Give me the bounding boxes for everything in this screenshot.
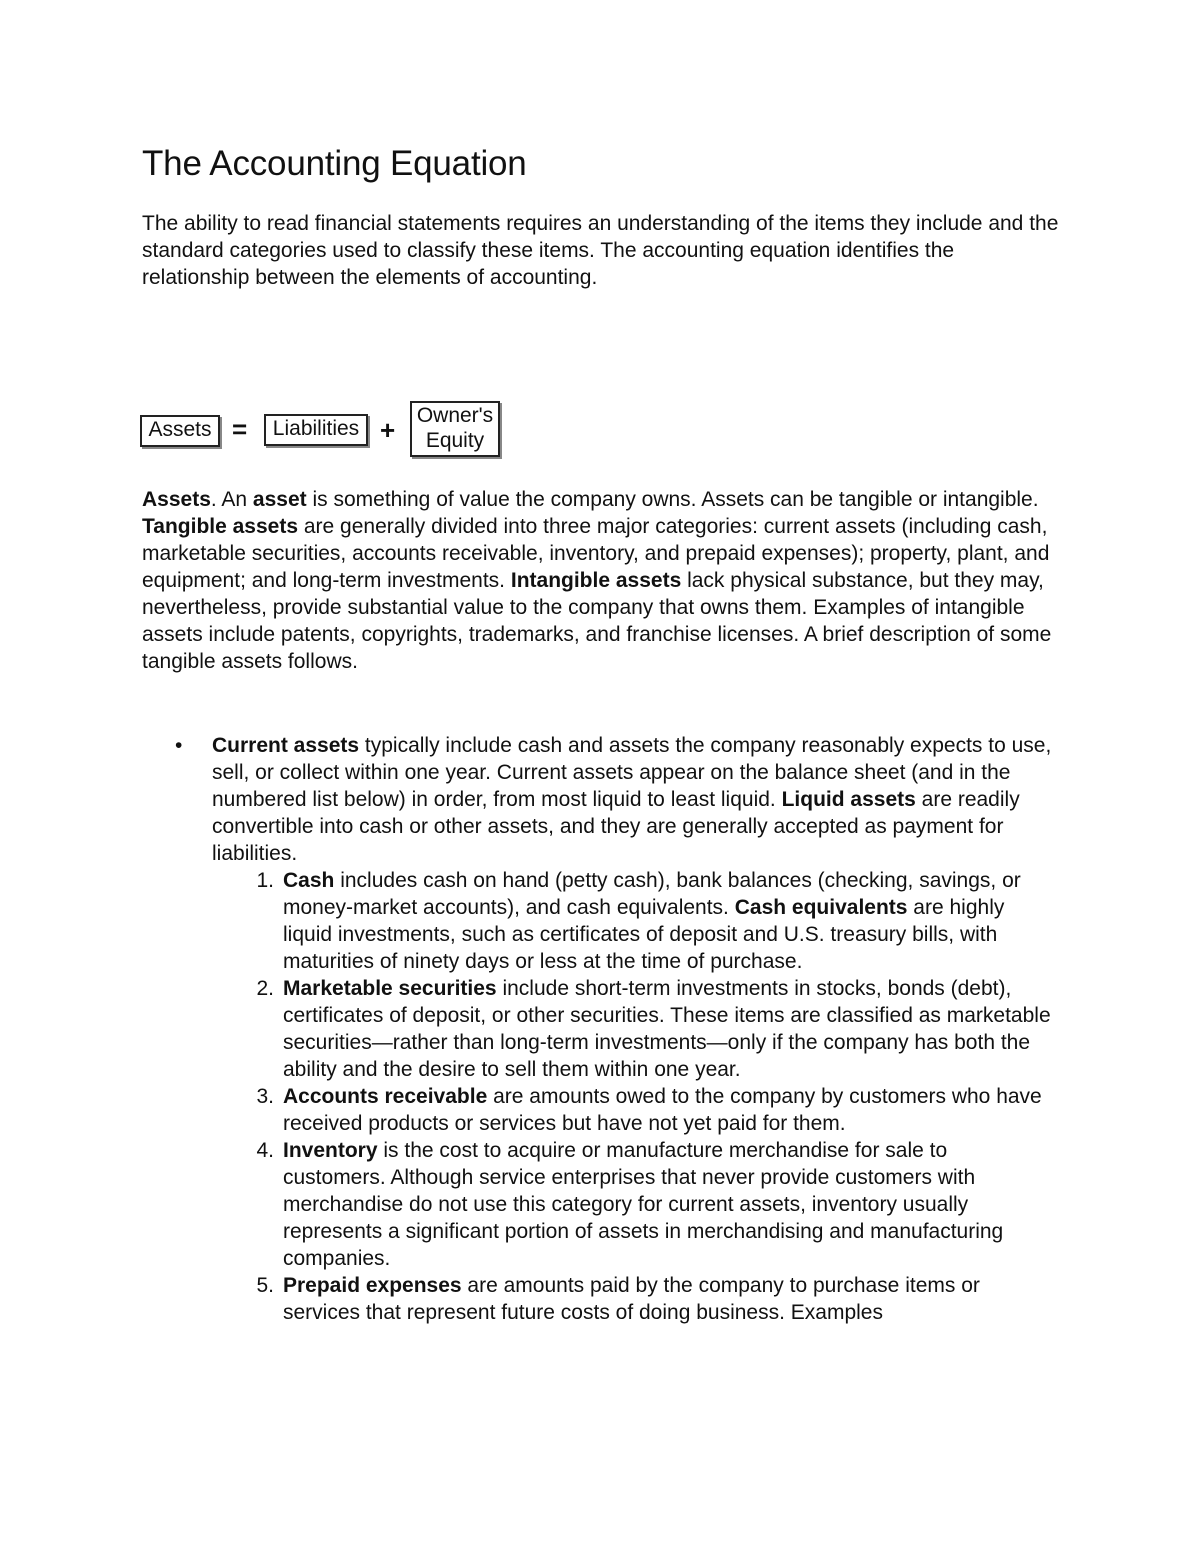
current-assets-item	[142, 732, 1072, 1326]
text-run: . An	[210, 488, 253, 511]
accounts-receivable-term: Accounts receivable	[283, 1085, 488, 1108]
equals-sign: =	[232, 414, 248, 444]
cash-term: Cash	[283, 869, 335, 892]
cash-equivalents-term: Cash equivalents	[734, 896, 908, 919]
current-assets-term: Current assets	[212, 734, 360, 757]
tangible-assets-term: Tangible assets	[142, 515, 299, 538]
liquid-assets-term: Liquid assets	[781, 788, 916, 811]
marketable-securities-term: Marketable securities	[283, 977, 497, 1000]
plus-sign: +	[380, 415, 396, 445]
list-item-prepaid-expenses	[212, 1272, 1053, 1326]
list-number: 4.	[256, 1139, 274, 1162]
list-item-accounts-receivable	[212, 1083, 1053, 1137]
intangible-assets-term: Intangible assets	[510, 569, 682, 592]
asset-term: asset	[252, 488, 307, 511]
list-number: 3.	[256, 1085, 274, 1108]
page-title: The Accounting Equation	[142, 144, 527, 183]
list-number: 1.	[256, 869, 274, 892]
list-item-cash	[212, 867, 1053, 975]
prepaid-expenses-term: Prepaid expenses	[283, 1274, 462, 1297]
text-run: is something of value the company owns. Assets can be tangible or intangible.	[306, 488, 1039, 511]
numbered-list	[212, 867, 1072, 1326]
text-run: typically include cash and assets the company reasonably expects to use, sell, or collect within one year. Current assets appear on the balance sheet (and in the numbered list below) in order, from most liquid to least liquid.	[212, 734, 1052, 811]
list-number: 2.	[256, 977, 274, 1000]
liabilities-box: Liabilities	[264, 414, 368, 446]
text-run: are highly liquid investments, such as certificates of deposit and U.S. treasury bills, with maturities of ninety days or less at the time of purchase.	[283, 896, 1005, 973]
text-run: lack physical substance, but they may, nevertheless, provide substantial value to the company that owns them. Examples of intangible assets include patents, copyrights, trademarks, and franchise licenses. A brief description of some tangible assets follows.	[142, 569, 1052, 673]
inventory-term: Inventory	[283, 1139, 378, 1162]
text-run: are generally divided into three major categories: current assets (including cash, marketable securities, accounts receivable, inventory, and prepaid expenses); property, plant, and equipment; and long-term investments.	[142, 515, 1050, 592]
list-number: 5.	[256, 1274, 274, 1297]
list-item-inventory	[212, 1137, 1053, 1272]
assets-heading: Assets	[142, 488, 211, 511]
current-assets-text	[212, 732, 1072, 867]
text-run: are readily convertible into cash or other assets, and they are generally accepted as payment for liabilities.	[212, 788, 1020, 865]
assets-box: Assets	[140, 415, 220, 447]
text-run: is the cost to acquire or manufacture merchandise for sale to customers. Although service enterprises that never provide customers with merchandise do not use this category for current assets, inventory usually represents a significant portion of assets in merchandising and manufacturing companies.	[283, 1139, 1004, 1270]
text-run: includes cash on hand (petty cash), bank balances (checking, savings, or money-market accounts), and cash equivalents.	[283, 869, 1021, 919]
bullet-marker: •	[175, 734, 183, 757]
owners-equity-line1: Owner's	[416, 404, 494, 427]
accounting-equation-diagram	[140, 400, 520, 462]
text-run: include short-term investments in stocks, bonds (debt), certificates of deposit, or other securities. These items are classified as marketable securities—rather than long-term investments—only if the company has both the ability and the desire to sell them within one year.	[283, 977, 1051, 1081]
list-item-marketable-securities	[212, 975, 1053, 1083]
owners-equity-box	[410, 401, 500, 457]
owners-equity-line2: Equity	[425, 429, 485, 452]
intro-paragraph: The ability to read financial statements requires an understanding of the items they include and the standard categories used to classify these items. The accounting equation identifies the relationship between the elements of accounting.	[142, 212, 1059, 289]
bullet-list	[142, 732, 1072, 1326]
text-run: are amounts paid by the company to purchase items or services that represent future costs of doing business. Examples	[283, 1274, 980, 1324]
assets-paragraph	[142, 486, 1072, 675]
text-run: are amounts owed to the company by customers who have received products or services but have not yet paid for them.	[283, 1085, 1042, 1135]
